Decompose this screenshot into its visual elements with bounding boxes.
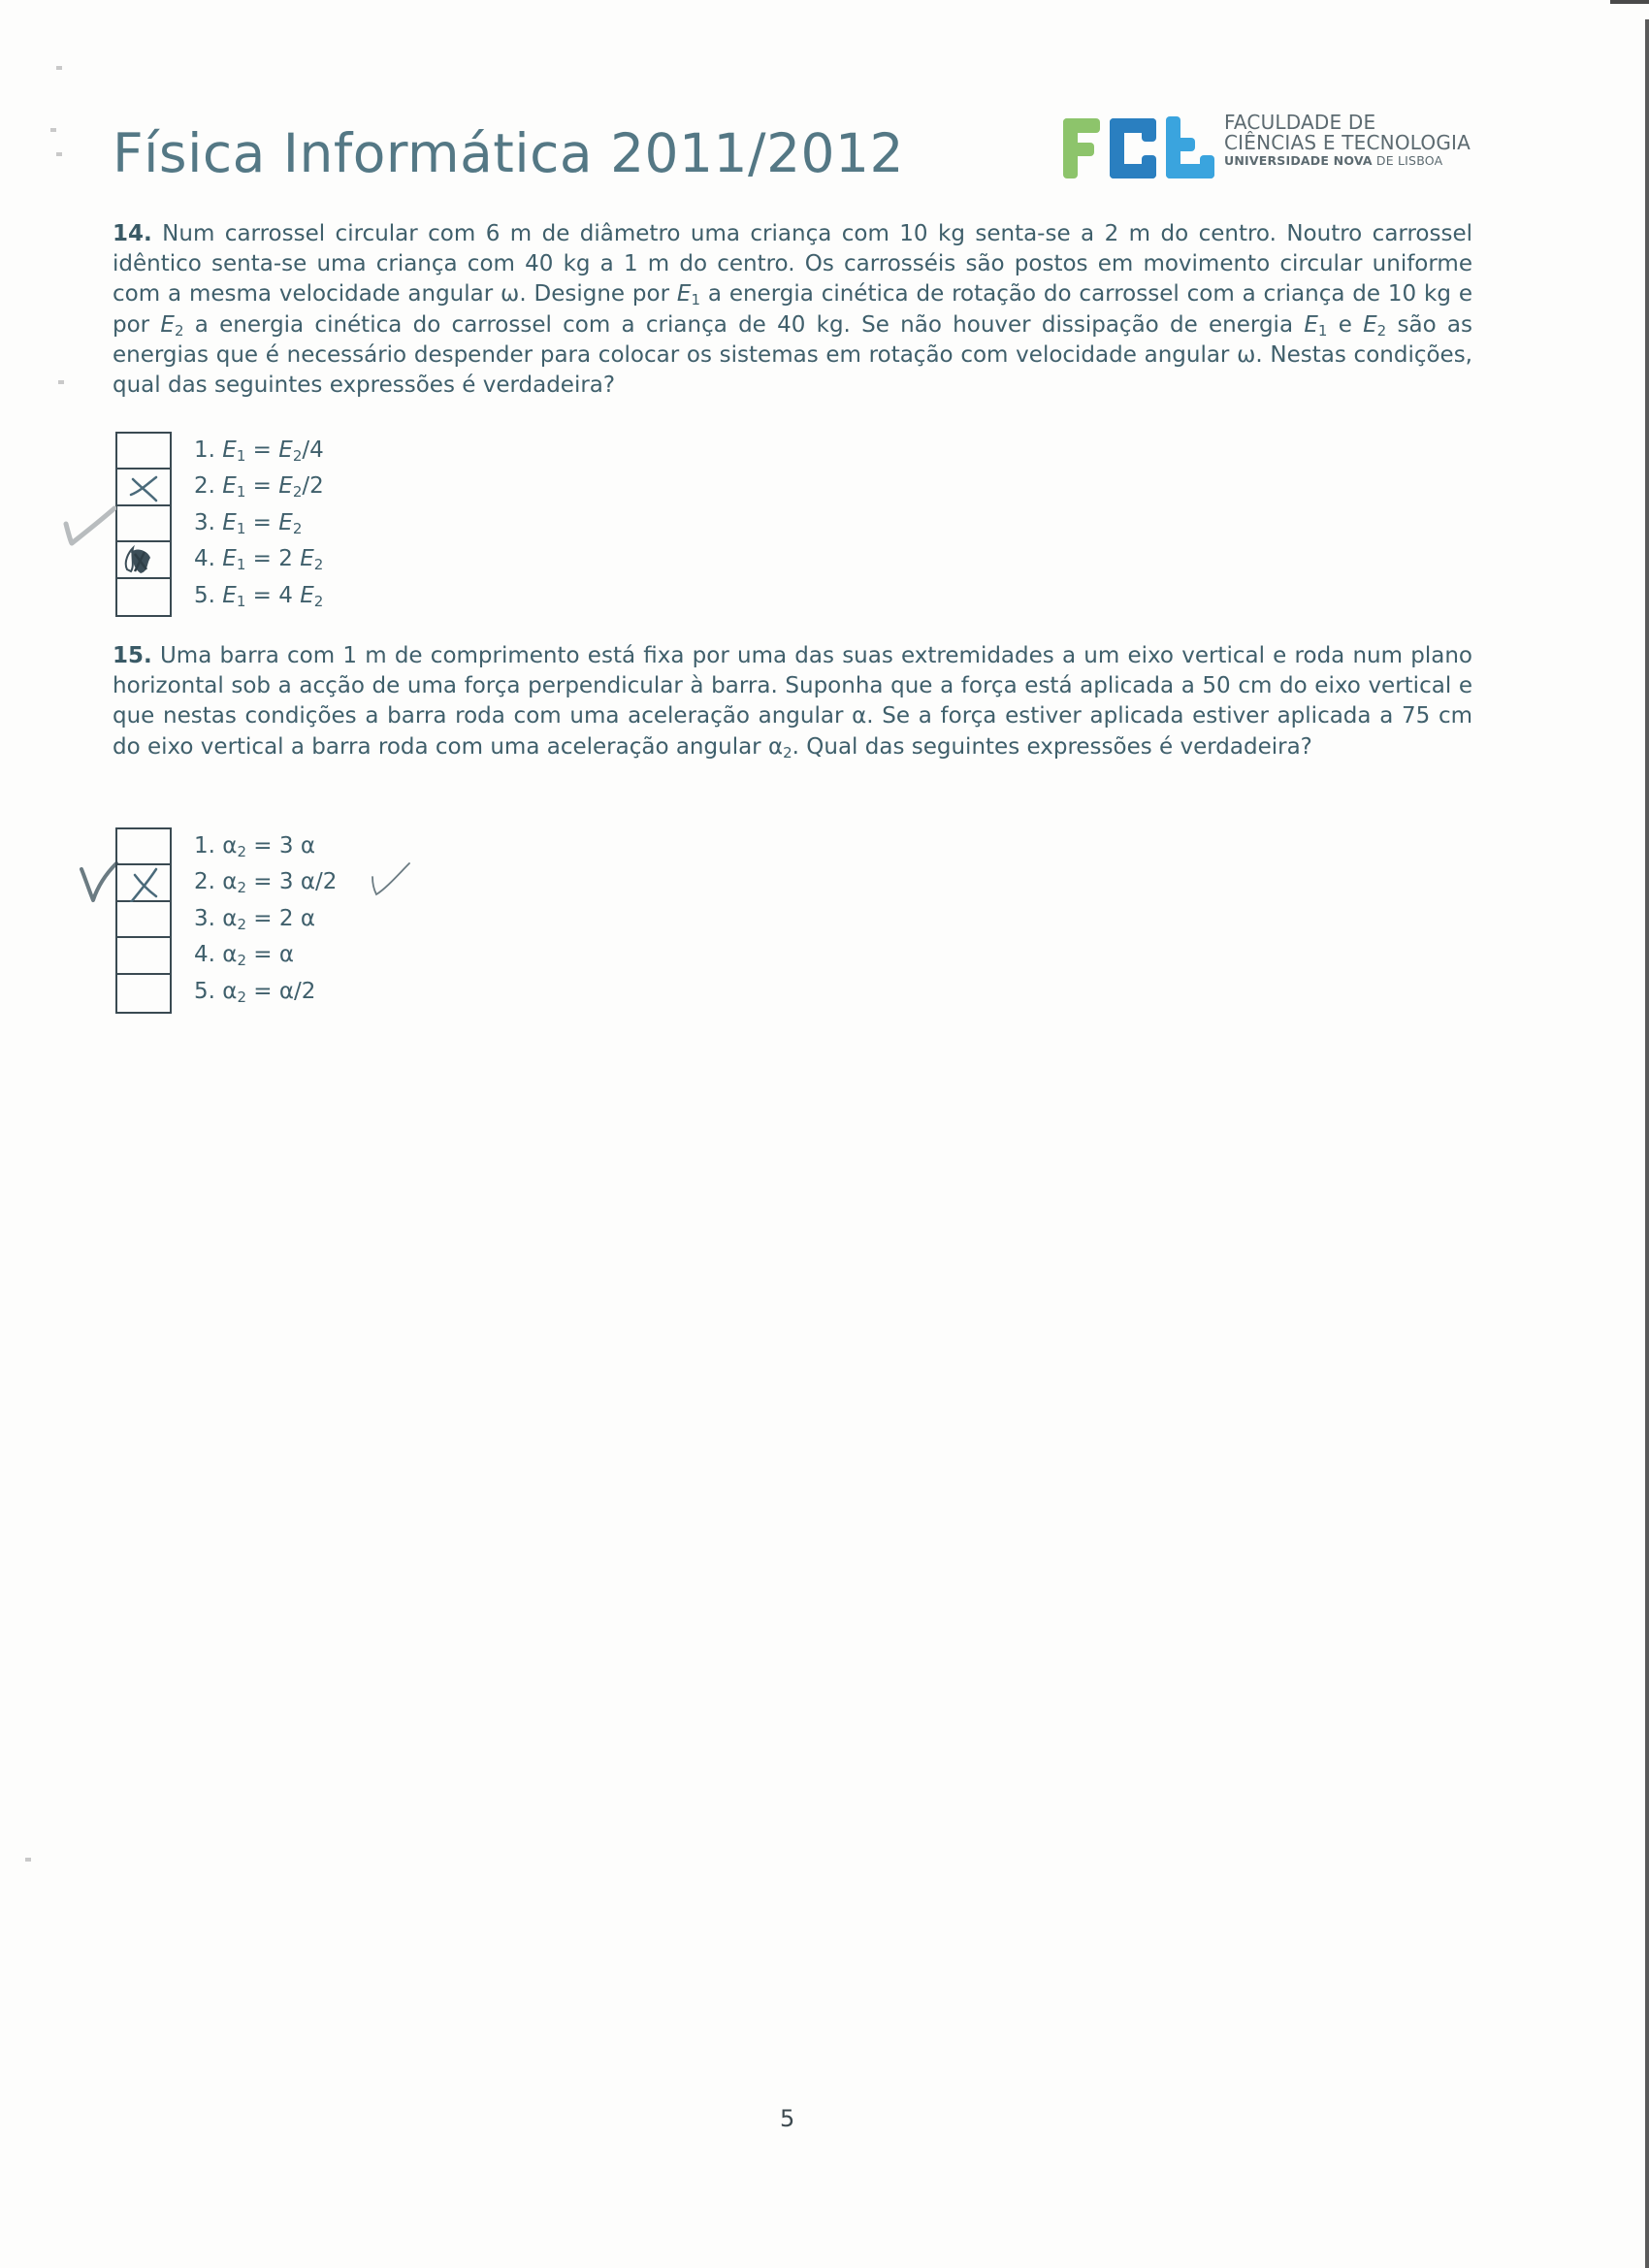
math-sub: 2: [237, 915, 246, 933]
suffix: /2: [302, 473, 324, 500]
logo-line-3-rest: DE LISBOA: [1372, 153, 1443, 168]
option-number: 4.: [194, 942, 215, 968]
math-var: E: [278, 509, 293, 535]
math-sub: 1: [236, 592, 246, 610]
logo-line-3: [1224, 153, 1471, 169]
scan-speck: [25, 1858, 31, 1862]
question-15-text: [113, 641, 1472, 762]
logo-c-glyph: [1110, 118, 1156, 178]
small-checkmark-icon: [369, 859, 413, 898]
math-sub: 2: [174, 321, 184, 340]
logo-line-1: FACULDADE DE: [1224, 111, 1376, 134]
math-var: E: [300, 582, 314, 608]
equals: =: [245, 437, 279, 463]
scribble-icon: [121, 544, 154, 575]
option-15-4: [194, 937, 337, 973]
math-var: α: [222, 942, 238, 968]
option-number: 3.: [194, 509, 215, 535]
math-sub: 2: [313, 556, 324, 574]
logo-f-glyph: [1063, 118, 1100, 178]
scan-edge-right: [1645, 19, 1649, 2268]
answer-checkbox-14-5[interactable]: [117, 579, 170, 615]
scan-speck: [58, 380, 64, 384]
answer-boxes-15: [115, 827, 172, 1014]
math-var: α: [222, 905, 238, 931]
option-rhs: = α: [245, 942, 295, 968]
math-var: E: [1304, 311, 1318, 338]
scan-speck: [50, 128, 56, 132]
page-title: Física Informática 2011/2012: [113, 122, 905, 184]
math-sub: 2: [292, 519, 303, 537]
option-15-2: [194, 864, 337, 900]
fct-logo-mark-icon: [1061, 113, 1216, 182]
math-sub: 2: [292, 483, 303, 502]
text-run: a energia cinética do carrossel com a criança de 40 kg. Se não houver dissipação de energia: [183, 311, 1305, 338]
math-sub: 2: [783, 743, 792, 761]
math-sub: 2: [237, 952, 246, 970]
math-sub: 1: [1317, 321, 1328, 340]
fct-logo-text: [1224, 113, 1471, 169]
option-rhs: = α/2: [245, 978, 316, 1004]
math-sub: 1: [236, 447, 246, 465]
handwritten-x-icon: [129, 867, 162, 902]
text-run: são as energias que é necessário despender para colocar os sistemas em rotação com velocidade angular ω. Nestas condições, qual das seguintes expressões é verdadeira?: [113, 311, 1472, 399]
math-var: E: [1363, 311, 1377, 338]
scan-edge-top: [1610, 0, 1649, 4]
math-sub: 2: [1376, 321, 1387, 340]
answer-checkbox-14-3[interactable]: [117, 506, 170, 542]
math-sub: 2: [237, 988, 246, 1006]
math-var: E: [278, 473, 293, 500]
math-var: α: [222, 978, 238, 1004]
math-sub: 1: [691, 291, 700, 309]
option-number: 3.: [194, 905, 215, 931]
math-var: α: [222, 833, 238, 859]
text-run: Uma barra com 1 m de comprimento está fixa por uma das suas extremidades a um eixo vertical e roda num plano horizontal sob a acção de uma força perpendicular à barra. Suponha que a força está aplicada a 50 cm do eixo vertical e que nestas condições a barra roda com uma aceleração angular α. Se a força estiver aplicada estiver aplicada a 75 cm do eixo vertical a barra roda com uma aceleração angular α: [113, 643, 1472, 760]
option-number: 2.: [194, 869, 215, 895]
math-var: E: [300, 546, 314, 572]
equals: =: [245, 473, 279, 500]
equals: =: [245, 509, 279, 535]
scan-speck: [56, 152, 62, 156]
option-number: 4.: [194, 546, 215, 572]
math-var: E: [222, 473, 237, 500]
math-var: E: [160, 311, 175, 338]
text-run: e: [1327, 311, 1364, 338]
math-var: E: [222, 509, 237, 535]
option-15-5: [194, 974, 337, 1010]
option-15-1: [194, 828, 337, 864]
math-sub: 1: [236, 483, 246, 502]
options-14: [194, 433, 324, 614]
equals: =: [245, 546, 279, 572]
math-sub: 2: [237, 843, 246, 860]
math-sub: 2: [237, 879, 246, 897]
option-15-3: [194, 901, 337, 937]
text-run: a energia cinética de rotação do carrossel com a criança de 10 kg e por: [113, 281, 1472, 338]
math-sub: 1: [236, 556, 246, 574]
option-rhs: = 3 α/2: [245, 869, 338, 895]
fct-logo: [1061, 109, 1488, 186]
answer-checkbox-14-2[interactable]: [117, 470, 170, 505]
option-14-1: [194, 433, 324, 469]
math-var: E: [222, 582, 237, 608]
logo-t-glyph: [1166, 116, 1214, 178]
text-run: Num carrossel circular com 6 m de diâmetro uma criança com 10 kg senta-se a 2 m do centro. Noutro carrossel idêntico senta-se uma criança com 40 kg a 1 m do centro. Os carrosséis são postos em movimento circular uniforme com a mesma velocidade angular ω. Designe por: [113, 221, 1472, 308]
options-15: [194, 828, 337, 1010]
question-14-text: [113, 219, 1472, 401]
equals: =: [245, 582, 279, 608]
option-number: 1.: [194, 833, 215, 859]
answer-checkbox-15-5[interactable]: [117, 975, 170, 1011]
text-run: . Qual das seguintes expressões é verdadeira?: [792, 733, 1312, 760]
answer-checkbox-15-4[interactable]: [117, 938, 170, 974]
question-number: 14.: [113, 221, 152, 246]
coef: 4: [278, 582, 301, 608]
option-number: 5.: [194, 978, 215, 1004]
question-number: 15.: [113, 643, 152, 668]
math-sub: 2: [292, 447, 303, 465]
coef: 2: [278, 546, 301, 572]
logo-line-3-bold: UNIVERSIDADE NOVA: [1224, 153, 1373, 168]
option-14-5: [194, 578, 324, 614]
math-var: E: [676, 281, 692, 308]
math-sub: 1: [236, 519, 246, 537]
answer-checkbox-15-2[interactable]: [117, 865, 170, 901]
math-var: E: [222, 437, 237, 463]
math-var: E: [222, 546, 237, 572]
scan-speck: [56, 66, 62, 70]
logo-line-2: CIÊNCIAS E TECNOLOGIA: [1224, 131, 1471, 154]
handwritten-x-icon: [127, 473, 162, 502]
answer-checkbox-15-3[interactable]: [117, 902, 170, 938]
answer-boxes-14: [115, 432, 172, 617]
option-number: 5.: [194, 582, 215, 608]
grader-checkmark-icon: [78, 859, 120, 904]
option-14-2: [194, 469, 324, 504]
option-rhs: = 2 α: [245, 905, 315, 931]
math-sub: 2: [313, 592, 324, 610]
math-var: E: [278, 437, 293, 463]
grader-checkmark-icon: [62, 502, 116, 547]
math-var: α: [222, 869, 238, 895]
option-14-3: [194, 505, 324, 541]
answer-checkbox-14-1[interactable]: [117, 434, 170, 470]
suffix: /4: [302, 437, 324, 463]
option-14-4: [194, 541, 324, 577]
answer-checkbox-15-1[interactable]: [117, 829, 170, 865]
answer-checkbox-14-4[interactable]: [117, 542, 170, 578]
page-number: 5: [780, 2105, 795, 2132]
option-number: 2.: [194, 473, 215, 500]
option-number: 1.: [194, 437, 215, 463]
option-rhs: = 3 α: [245, 833, 315, 859]
